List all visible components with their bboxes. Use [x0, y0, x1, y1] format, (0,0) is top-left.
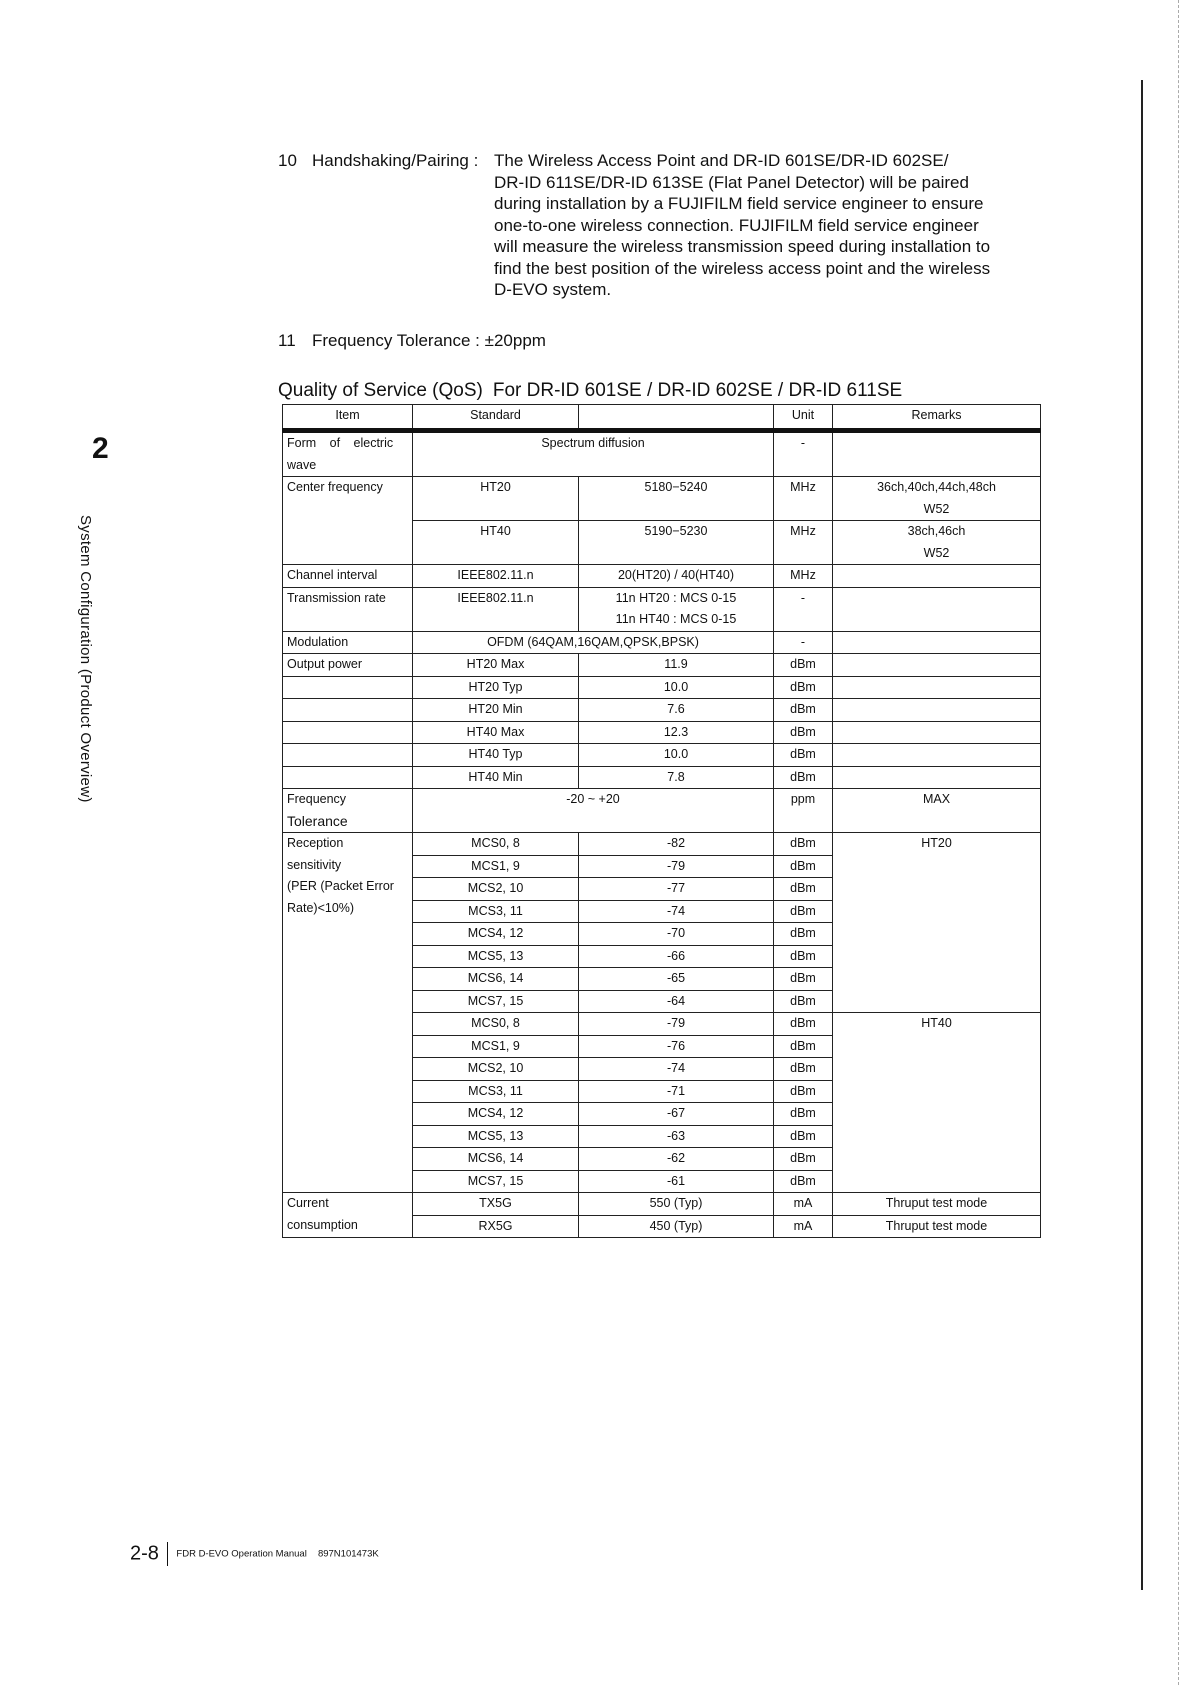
- cell-line: (PER (Packet Error: [287, 879, 394, 893]
- cell-unit: dBm: [774, 1080, 833, 1103]
- table-row: [283, 833, 1041, 856]
- cell-item: [283, 744, 413, 767]
- cell-line: Form of electric: [287, 436, 394, 450]
- cell-standard: MCS2, 10: [413, 1058, 579, 1081]
- cell-line: W52: [923, 501, 950, 516]
- cell-line: Frequency: [287, 792, 347, 806]
- cell-value: 10.0: [579, 744, 774, 767]
- cell-item: [283, 721, 413, 744]
- cell-value: -63: [579, 1125, 774, 1148]
- chapter-title: System Configuration (Product Overview): [77, 515, 94, 803]
- cell-value: 11.9: [579, 654, 774, 677]
- cell-item: [283, 1193, 413, 1238]
- cell-value: 12.3: [579, 721, 774, 744]
- cell-value: -77: [579, 878, 774, 901]
- cell-item: Output power: [283, 654, 413, 677]
- table-row: [283, 477, 1041, 521]
- cell-value: -67: [579, 1103, 774, 1126]
- cell-unit: mA: [774, 1193, 833, 1216]
- cell-standard: IEEE802.11.n: [413, 565, 579, 588]
- header-item: Item: [283, 405, 413, 431]
- cell-unit: dBm: [774, 766, 833, 789]
- cell-value: -62: [579, 1148, 774, 1171]
- cell-value: 450 (Typ): [579, 1215, 774, 1238]
- cell-standard: HT20 Typ: [413, 676, 579, 699]
- cell-item: [283, 833, 413, 1193]
- cell-value: -20 ~ +20: [413, 789, 774, 833]
- cell-line: Reception: [287, 836, 344, 850]
- cell-line: Tolerance: [287, 812, 348, 829]
- cell-line: 38ch,46ch: [907, 524, 966, 538]
- cell-unit: dBm: [774, 990, 833, 1013]
- cell-value: -79: [579, 855, 774, 878]
- cell-remarks: Thruput test mode: [833, 1215, 1041, 1238]
- cell-standard: HT20: [413, 477, 579, 521]
- item-10-body: [494, 150, 1034, 301]
- cell-line: W52: [923, 545, 950, 560]
- page-footer: [130, 1542, 379, 1566]
- body-line: The Wireless Access Point and DR-ID 601SE/DR-ID 602SE/: [494, 151, 949, 170]
- footer-divider: [167, 1542, 169, 1566]
- cell-unit: dBm: [774, 1148, 833, 1171]
- cell-unit: dBm: [774, 721, 833, 744]
- cell-unit: dBm: [774, 1035, 833, 1058]
- cell-unit: dBm: [774, 1058, 833, 1081]
- cell-remarks: HT40: [833, 1013, 1041, 1193]
- item-label: Frequency Tolerance :: [312, 331, 480, 350]
- body-line: will measure the wireless transmission speed during installation to: [494, 237, 991, 256]
- table-header-row: [283, 405, 1041, 431]
- cell-unit: dBm: [774, 900, 833, 923]
- cell-unit: dBm: [774, 1170, 833, 1193]
- body-line: during installation by a FUJIFILM field service engineer to ensure: [494, 194, 984, 213]
- cell-standard: HT40: [413, 521, 579, 565]
- chapter-side-title: [70, 515, 94, 835]
- header-standard: Standard: [413, 405, 579, 431]
- cell-standard: MCS1, 9: [413, 855, 579, 878]
- body-line: find the best position of the wireless access point and the wireless: [494, 258, 991, 278]
- cell-line: Rate)<10%): [287, 900, 355, 915]
- cell-remarks: HT20: [833, 833, 1041, 1013]
- cell-remarks: [833, 431, 1041, 477]
- cell-unit: dBm: [774, 878, 833, 901]
- cell-remarks: [833, 631, 1041, 654]
- table-row: [283, 431, 1041, 477]
- cell-standard: MCS5, 13: [413, 945, 579, 968]
- table-row: [283, 565, 1041, 588]
- cell-standard: HT20 Max: [413, 654, 579, 677]
- cell-value: [579, 587, 774, 631]
- header-remarks: Remarks: [833, 405, 1041, 431]
- body-line: one-to-one wireless connection. FUJIFILM field service engineer: [494, 215, 979, 235]
- cell-remarks: [833, 477, 1041, 521]
- item-value: ±20ppm: [484, 331, 546, 350]
- cell-unit: dBm: [774, 1013, 833, 1036]
- cell-unit: dBm: [774, 945, 833, 968]
- cell-value: -64: [579, 990, 774, 1013]
- cell-unit: dBm: [774, 699, 833, 722]
- cell-value: 20(HT20) / 40(HT40): [579, 565, 774, 588]
- cell-value: -79: [579, 1013, 774, 1036]
- table-row: [283, 1193, 1041, 1216]
- cell-value: -76: [579, 1035, 774, 1058]
- cell-standard: OFDM (64QAM,16QAM,QPSK,BPSK): [413, 631, 774, 654]
- cell-line: sensitivity: [287, 857, 342, 872]
- cell-value: -65: [579, 968, 774, 991]
- cell-standard: MCS0, 8: [413, 1013, 579, 1036]
- cell-unit: MHz: [774, 477, 833, 521]
- cell-unit: dBm: [774, 676, 833, 699]
- cell-value: -74: [579, 1058, 774, 1081]
- cell-value: -82: [579, 833, 774, 856]
- cell-remarks: Thruput test mode: [833, 1193, 1041, 1216]
- cell-line: wave: [287, 457, 317, 472]
- cell-remarks: [833, 521, 1041, 565]
- cell-value: -71: [579, 1080, 774, 1103]
- table-row: [283, 631, 1041, 654]
- table-row: [283, 744, 1041, 767]
- cell-unit: -: [774, 587, 833, 631]
- header-blank: [579, 405, 774, 431]
- cell-value: 10.0: [579, 676, 774, 699]
- cell-unit: dBm: [774, 855, 833, 878]
- cell-standard: MCS7, 15: [413, 1170, 579, 1193]
- cell-unit: dBm: [774, 968, 833, 991]
- chapter-number: 2: [92, 432, 109, 465]
- cell-unit: -: [774, 431, 833, 477]
- cell-standard: HT40 Min: [413, 766, 579, 789]
- margin-rule: [1141, 80, 1143, 1590]
- cell-remarks: [833, 744, 1041, 767]
- cell-remarks: [833, 721, 1041, 744]
- cell-unit: mA: [774, 1215, 833, 1238]
- manual-title: FDR D-EVO Operation Manual: [176, 1548, 307, 1560]
- cell-standard: RX5G: [413, 1215, 579, 1238]
- cell-standard: MCS4, 12: [413, 1103, 579, 1126]
- cell-standard: MCS6, 14: [413, 968, 579, 991]
- cell-standard: MCS7, 15: [413, 990, 579, 1013]
- cell-value: -66: [579, 945, 774, 968]
- cell-standard: MCS3, 11: [413, 900, 579, 923]
- cell-remarks: [833, 699, 1041, 722]
- table-row: [283, 766, 1041, 789]
- cell-item: Center frequency: [283, 477, 413, 565]
- cell-standard: MCS4, 12: [413, 923, 579, 946]
- cell-unit: dBm: [774, 744, 833, 767]
- cell-standard: MCS0, 8: [413, 833, 579, 856]
- item-number: 11: [278, 331, 296, 350]
- header-unit: Unit: [774, 405, 833, 431]
- cell-unit: dBm: [774, 833, 833, 856]
- table-row: [283, 789, 1041, 833]
- cell-standard: TX5G: [413, 1193, 579, 1216]
- cell-remarks: [833, 766, 1041, 789]
- cell-item: [283, 676, 413, 699]
- cell-value: 7.8: [579, 766, 774, 789]
- cell-line: consumption: [287, 1217, 358, 1232]
- cell-value: -74: [579, 900, 774, 923]
- cell-standard: MCS6, 14: [413, 1148, 579, 1171]
- cell-item: Channel interval: [283, 565, 413, 588]
- qos-heading: [278, 380, 902, 402]
- body-line: D-EVO system.: [494, 280, 612, 299]
- cell-line: 11n HT20 : MCS 0-15: [615, 590, 737, 605]
- cell-item: Transmission rate: [283, 587, 413, 631]
- scan-edge: [1178, 0, 1180, 1685]
- qos-table: [282, 404, 1041, 1238]
- qos-title: Quality of Service (QoS): [278, 380, 483, 401]
- cell-remarks: [833, 587, 1041, 631]
- cell-item: [283, 431, 413, 477]
- cell-item: [283, 789, 413, 833]
- cell-unit: MHz: [774, 521, 833, 565]
- item-11: [278, 330, 546, 352]
- qos-subtitle: For DR-ID 601SE / DR-ID 602SE / DR-ID 611SE: [492, 380, 903, 401]
- cell-value: -70: [579, 923, 774, 946]
- doc-number: 897N101473K: [317, 1548, 379, 1560]
- cell-unit: dBm: [774, 1103, 833, 1126]
- item-number: 10: [278, 151, 297, 170]
- body-line: DR-ID 611SE/DR-ID 613SE (Flat Panel Detector) will be paired: [494, 172, 969, 192]
- cell-item: [283, 766, 413, 789]
- cell-value: 550 (Typ): [579, 1193, 774, 1216]
- cell-line: 36ch,40ch,44ch,48ch: [877, 480, 996, 494]
- item-label: Handshaking/Pairing :: [312, 151, 479, 170]
- cell-value: 5190−5230: [579, 521, 774, 565]
- cell-standard: HT20 Min: [413, 699, 579, 722]
- cell-standard: MCS3, 11: [413, 1080, 579, 1103]
- page-number: 2-8: [130, 1542, 159, 1565]
- cell-value: -61: [579, 1170, 774, 1193]
- cell-standard: MCS2, 10: [413, 878, 579, 901]
- cell-standard: MCS5, 13: [413, 1125, 579, 1148]
- cell-value: 5180−5240: [579, 477, 774, 521]
- cell-unit: dBm: [774, 1125, 833, 1148]
- item-10: [278, 150, 478, 172]
- cell-unit: dBm: [774, 923, 833, 946]
- table-row: [283, 676, 1041, 699]
- cell-unit: MHz: [774, 565, 833, 588]
- table-row: [283, 721, 1041, 744]
- cell-standard: IEEE802.11.n: [413, 587, 579, 631]
- cell-standard: HT40 Max: [413, 721, 579, 744]
- cell-remarks: [833, 565, 1041, 588]
- cell-line: 11n HT40 : MCS 0-15: [615, 612, 737, 626]
- cell-remarks: [833, 676, 1041, 699]
- cell-item: Modulation: [283, 631, 413, 654]
- cell-unit: dBm: [774, 654, 833, 677]
- cell-remarks: MAX: [833, 789, 1041, 833]
- cell-item: [283, 699, 413, 722]
- table-row: [283, 699, 1041, 722]
- cell-unit: ppm: [774, 789, 833, 833]
- cell-standard: MCS1, 9: [413, 1035, 579, 1058]
- cell-standard: Spectrum diffusion: [413, 431, 774, 477]
- table-row: [283, 587, 1041, 631]
- cell-unit: -: [774, 631, 833, 654]
- cell-value: 7.6: [579, 699, 774, 722]
- cell-line: Current: [287, 1196, 329, 1210]
- cell-remarks: [833, 654, 1041, 677]
- table-row: [283, 654, 1041, 677]
- cell-standard: HT40 Typ: [413, 744, 579, 767]
